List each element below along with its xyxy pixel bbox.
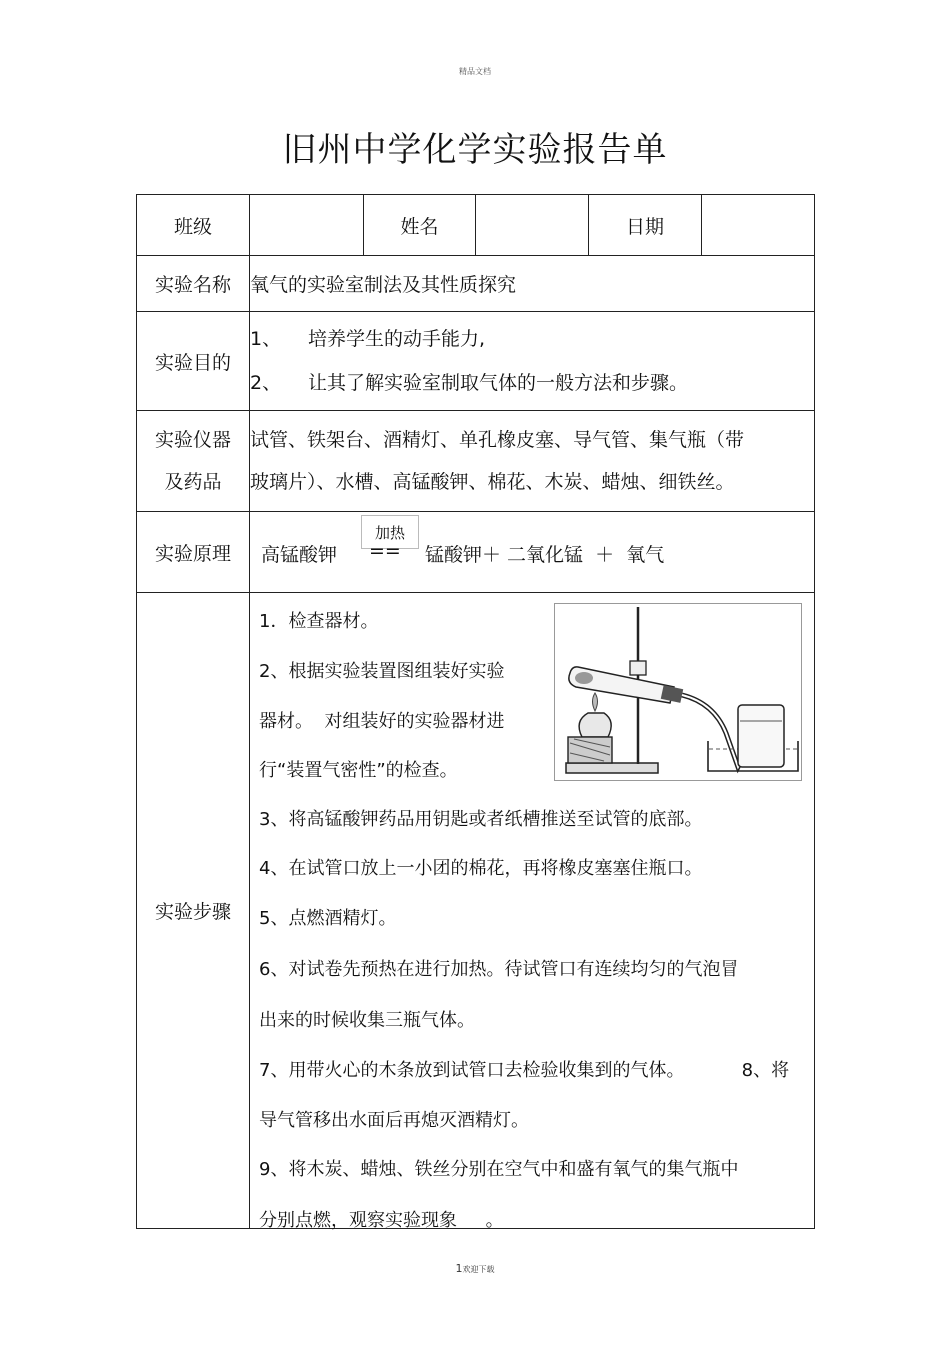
name-value-cell[interactable] [476, 195, 589, 256]
row-steps [137, 593, 815, 1229]
row-experiment-name [137, 256, 815, 312]
principle-label: 实验原理 [137, 512, 250, 593]
step-line: 9、将木炭、蜡烛、铁丝分别在空气中和盛有氧气的集气瓶中 [259, 1159, 739, 1180]
products: 锰酸钾＋ 二氧化锰 ＋ 氧气 [425, 544, 665, 566]
page-footer [0, 1262, 950, 1275]
class-value-cell[interactable] [250, 195, 364, 256]
page-number: 1 [455, 1262, 463, 1275]
experiment-name-value: 氧气的实验室制法及其性质探究 [250, 256, 815, 312]
experiment-name-label: 实验名称 [137, 256, 250, 312]
step-line: 5、点燃酒精灯。 [259, 908, 397, 929]
step-line: 行“装置气密性”的检查。 [259, 760, 458, 781]
step-line: 4、在试管口放上一小团的棉花，再将橡皮塞塞住瓶口。 [259, 858, 703, 879]
aim-item: 1、 培养学生的动手能力, [250, 328, 486, 350]
equipment-label: 实验仪器 及药品 [137, 411, 250, 512]
step-line: 2、根据实验装置图组装好实验 [259, 661, 505, 682]
step-line: 器材。 对组装好的实验器材进 [259, 711, 505, 732]
step-line: 7、用带火心的木条放到试管口去检验收集到的气体。 8、将 [259, 1060, 790, 1081]
stand-base [566, 763, 658, 773]
equipment-content: 试管、铁架台、酒精灯、单孔橡皮塞、导气管、集气瓶（带 玻璃片）、水槽、高锰酸钾、棉花、木炭、蜡烛、细铁丝。 [250, 411, 815, 512]
class-label: 班级 [137, 195, 250, 256]
row-equipment [137, 411, 815, 512]
name-label: 姓名 [364, 195, 476, 256]
report-table [136, 194, 815, 1229]
step-line: 导气管移出水面后再熄灭酒精灯。 [259, 1110, 529, 1131]
aim-content [250, 312, 815, 411]
reaction-condition: 加热 [361, 515, 419, 549]
gas-bottle [738, 705, 784, 767]
step-line: 3、将高锰酸钾药品用钥匙或者纸槽推送至试管的底部。 [259, 809, 703, 830]
apparatus-diagram [554, 603, 802, 781]
row-aim [137, 312, 815, 411]
steps-content [250, 593, 815, 1229]
step-line: 分别点燃，观察实验现象 。 [259, 1210, 504, 1231]
aim-item: 2、 让其了解实验室制取气体的一般方法和步骤。 [250, 372, 689, 394]
page-title: 旧州中学化学实验报告单 [282, 130, 668, 170]
reactant: 高锰酸钾 [261, 544, 338, 566]
footer-text: 欢迎下载 [462, 1265, 495, 1274]
aim-label: 实验目的 [137, 312, 250, 411]
clamp [630, 661, 646, 675]
step-line: 出来的时候收集三瓶气体。 [259, 1010, 475, 1031]
step-line: 6、对试卷先预热在进行加热。待试管口有连续均匀的气泡冒 [259, 959, 739, 980]
row-class-info [137, 195, 815, 256]
date-label: 日期 [589, 195, 702, 256]
principle-content [250, 512, 815, 593]
header-note: 精品文档 [459, 67, 491, 76]
step-line: 1．检查器材。 [259, 611, 379, 632]
steps-label: 实验步骤 [137, 593, 250, 1229]
equals-sign: == [369, 540, 401, 562]
row-principle [137, 512, 815, 593]
date-value-cell[interactable] [702, 195, 815, 256]
